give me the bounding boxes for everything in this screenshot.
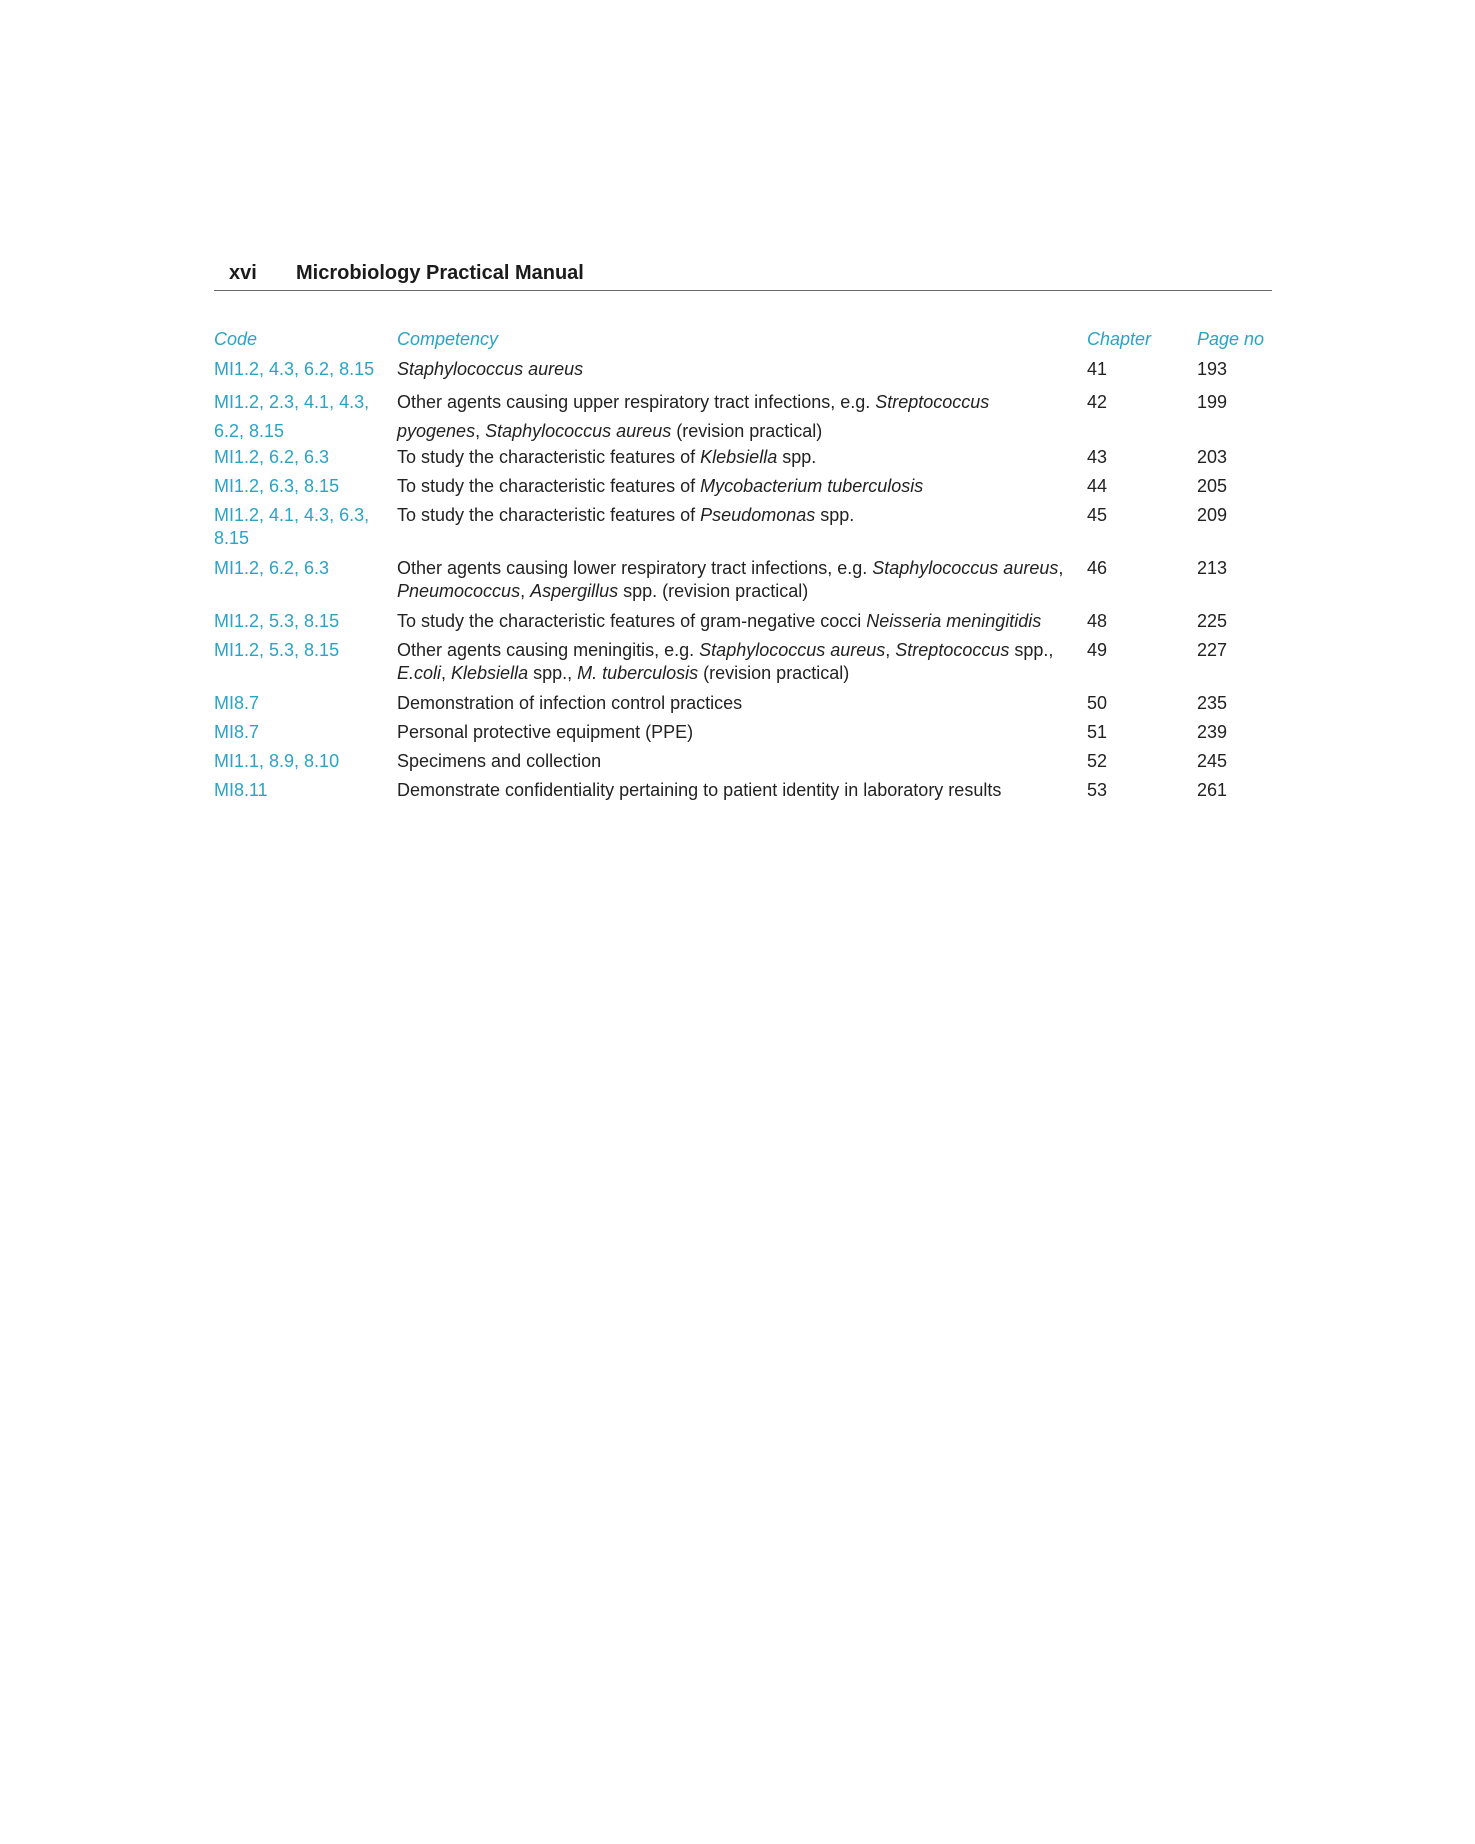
competency-text: , bbox=[885, 640, 896, 660]
cell-competency bbox=[397, 557, 1087, 610]
table-row bbox=[214, 446, 1272, 475]
cell-page-no: 203 bbox=[1197, 447, 1228, 467]
cell-chapter: 49 bbox=[1087, 640, 1108, 660]
column-header-page: Page no bbox=[1197, 329, 1265, 349]
cell-code: MI1.2, 4.1, 4.3, 6.3, 8.15 bbox=[214, 505, 370, 548]
cell-competency bbox=[397, 610, 1087, 639]
cell-chapter: 53 bbox=[1087, 780, 1108, 800]
competency-text: , bbox=[520, 581, 531, 601]
competency-text: Specimens and collection bbox=[397, 751, 602, 771]
competency-text: Other agents causing upper respiratory tract infections, e.g. bbox=[397, 392, 876, 412]
table-row bbox=[214, 692, 1272, 721]
table-row bbox=[214, 750, 1272, 779]
table-row bbox=[214, 504, 1272, 557]
competency-italic-text: Mycobacterium tuberculosis bbox=[700, 476, 924, 496]
table-header-row bbox=[214, 328, 1272, 358]
cell-chapter: 48 bbox=[1087, 611, 1108, 631]
table-row bbox=[214, 475, 1272, 504]
competency-italic-text: Aspergillus bbox=[530, 581, 619, 601]
cell-chapter: 50 bbox=[1087, 693, 1108, 713]
competency-italic-text: Staphylococcus aureus bbox=[872, 558, 1059, 578]
competency-text: To study the characteristic features of gram-negative cocci bbox=[397, 611, 867, 631]
cell-chapter: 46 bbox=[1087, 558, 1108, 578]
cell-chapter: 45 bbox=[1087, 505, 1108, 525]
cell-code: MI1.2, 2.3, 4.1, 4.3, 6.2, 8.15 bbox=[214, 392, 370, 441]
cell-competency bbox=[397, 358, 1087, 388]
column-header-competency: Competency bbox=[397, 329, 499, 349]
competency-text: , bbox=[475, 421, 486, 441]
cell-competency bbox=[397, 388, 1087, 446]
cell-code: MI1.1, 8.9, 8.10 bbox=[214, 751, 340, 771]
competency-text: spp. bbox=[777, 447, 817, 467]
competency-text: To study the characteristic features of bbox=[397, 447, 701, 467]
cell-code: MI1.2, 6.2, 6.3 bbox=[214, 558, 330, 578]
cell-chapter: 42 bbox=[1087, 392, 1108, 412]
competency-text: spp., bbox=[1009, 640, 1054, 660]
table-row bbox=[214, 610, 1272, 639]
competency-text: spp. (revision practical) bbox=[618, 581, 809, 601]
table-row bbox=[214, 388, 1272, 446]
cell-page-no: 227 bbox=[1197, 640, 1228, 660]
competency-italic-text: Klebsiella bbox=[451, 663, 529, 683]
cell-chapter: 51 bbox=[1087, 722, 1108, 742]
running-head bbox=[214, 258, 1272, 291]
cell-page-no: 193 bbox=[1197, 359, 1228, 379]
cell-competency bbox=[397, 639, 1087, 692]
competency-italic-text: Staphylococcus aureus bbox=[699, 640, 886, 660]
cell-competency bbox=[397, 504, 1087, 557]
competency-table-wrap bbox=[214, 328, 1272, 808]
competency-text: Personal protective equipment (PPE) bbox=[397, 722, 694, 742]
cell-page-no: 235 bbox=[1197, 693, 1228, 713]
cell-page-no: 209 bbox=[1197, 505, 1228, 525]
cell-page-no: 245 bbox=[1197, 751, 1228, 771]
cell-competency bbox=[397, 475, 1087, 504]
table-row bbox=[214, 557, 1272, 610]
cell-chapter: 43 bbox=[1087, 447, 1108, 467]
competency-text: (revision practical) bbox=[671, 421, 823, 441]
competency-italic-text: E.coli bbox=[397, 663, 442, 683]
cell-page-no: 213 bbox=[1197, 558, 1228, 578]
cell-page-no: 261 bbox=[1197, 780, 1228, 800]
competency-text: To study the characteristic features of bbox=[397, 505, 701, 525]
cell-competency bbox=[397, 750, 1087, 779]
cell-page-no: 205 bbox=[1197, 476, 1228, 496]
competency-italic-text: Pseudomonas bbox=[700, 505, 816, 525]
competency-text: , bbox=[441, 663, 452, 683]
cell-code: MI8.7 bbox=[214, 693, 260, 713]
competency-text: , bbox=[1058, 558, 1064, 578]
competency-text: spp. bbox=[815, 505, 855, 525]
book-title: Microbiology Practical Manual bbox=[296, 262, 584, 284]
cell-chapter: 41 bbox=[1087, 359, 1108, 379]
cell-page-no: 225 bbox=[1197, 611, 1228, 631]
column-header-code: Code bbox=[214, 329, 258, 349]
competency-italic-text: Streptococcus pyogenes bbox=[397, 392, 990, 441]
competency-text: Other agents causing lower respiratory tract infections, e.g. bbox=[397, 558, 873, 578]
cell-code: MI8.7 bbox=[214, 722, 260, 742]
table-row bbox=[214, 639, 1272, 692]
column-header-chapter: Chapter bbox=[1087, 329, 1152, 349]
competency-text: Other agents causing meningitis, e.g. bbox=[397, 640, 700, 660]
table-body bbox=[214, 358, 1272, 808]
cell-page-no: 199 bbox=[1197, 392, 1228, 412]
table-row bbox=[214, 721, 1272, 750]
cell-code: MI1.2, 4.3, 6.2, 8.15 bbox=[214, 359, 375, 379]
competency-italic-text: M. tuberculosis bbox=[577, 663, 699, 683]
competency-text: Demonstration of infection control practices bbox=[397, 693, 743, 713]
cell-code: MI1.2, 6.2, 6.3 bbox=[214, 447, 330, 467]
competency-italic-text: Staphylococcus aureus bbox=[485, 421, 672, 441]
competency-italic-text: Neisseria meningitidis bbox=[866, 611, 1042, 631]
competency-table bbox=[214, 328, 1272, 808]
page-number: xvi bbox=[229, 262, 257, 284]
cell-code: MI1.2, 5.3, 8.15 bbox=[214, 611, 340, 631]
competency-italic-text: Staphylococcus aureus bbox=[397, 359, 584, 379]
cell-code: MI1.2, 6.3, 8.15 bbox=[214, 476, 340, 496]
cell-chapter: 44 bbox=[1087, 476, 1108, 496]
cell-page-no: 239 bbox=[1197, 722, 1228, 742]
competency-text: (revision practical) bbox=[698, 663, 850, 683]
competency-text: To study the characteristic features of bbox=[397, 476, 701, 496]
cell-competency bbox=[397, 692, 1087, 721]
competency-italic-text: Klebsiella bbox=[700, 447, 778, 467]
cell-competency bbox=[397, 446, 1087, 475]
competency-italic-text: Pneumococcus bbox=[397, 581, 521, 601]
cell-code: MI1.2, 5.3, 8.15 bbox=[214, 640, 340, 660]
cell-chapter: 52 bbox=[1087, 751, 1108, 771]
table-row bbox=[214, 779, 1272, 808]
competency-italic-text: Streptococcus bbox=[895, 640, 1010, 660]
competency-text: spp., bbox=[528, 663, 578, 683]
competency-text: Demonstrate confidentiality pertaining to patient identity in laboratory results bbox=[397, 780, 1002, 800]
cell-code: MI8.11 bbox=[214, 780, 268, 800]
cell-competency bbox=[397, 721, 1087, 750]
table-row bbox=[214, 358, 1272, 388]
cell-competency bbox=[397, 779, 1087, 808]
